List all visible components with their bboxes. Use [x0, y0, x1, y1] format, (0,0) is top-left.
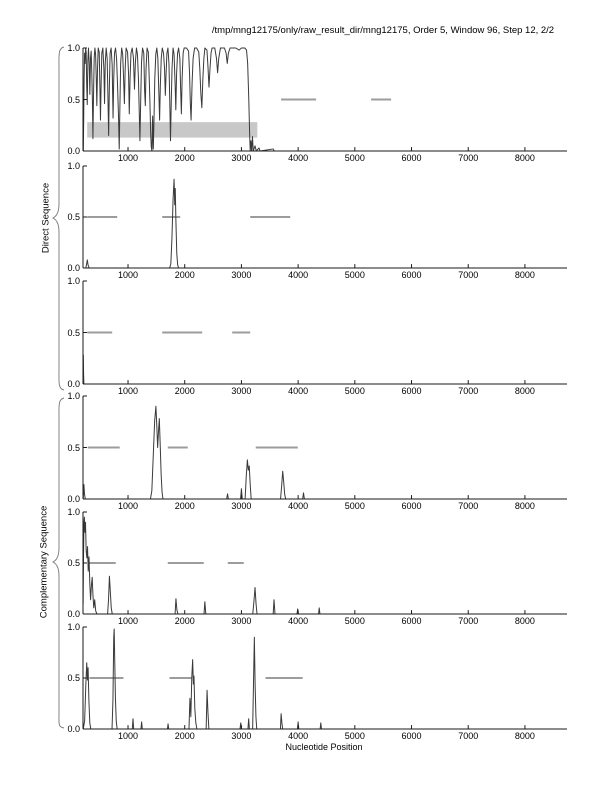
y-tick-label: 0.0	[67, 494, 80, 504]
y-tick-label: 1.0	[67, 161, 80, 171]
group-label-complementary-sequence: Complementary Sequence	[38, 505, 50, 619]
x-tick-label: 7000	[458, 616, 479, 626]
x-tick-label: 1000	[118, 153, 139, 163]
x-tick-label: 5000	[344, 501, 365, 511]
subplot-4	[83, 396, 567, 499]
x-tick-label: 2000	[174, 386, 195, 396]
subplot-3	[83, 281, 567, 384]
x-tick-label: 1000	[118, 501, 139, 511]
x-tick-label: 8000	[514, 731, 535, 741]
probability-curve	[83, 629, 567, 729]
x-tick-label: 1000	[118, 616, 139, 626]
highlight-bar	[87, 122, 257, 137]
probability-curve	[83, 355, 567, 384]
group-label-direct-sequence: Direct Sequence	[40, 182, 52, 254]
x-tick-label: 4000	[288, 153, 309, 163]
x-tick-label: 7000	[458, 270, 479, 280]
y-tick-label: 0.5	[67, 212, 80, 222]
y-tick-label: 0.5	[67, 327, 80, 338]
x-tick-label: 5000	[344, 731, 365, 741]
x-tick-label: 6000	[401, 386, 422, 396]
y-tick-label: 1.0	[67, 276, 80, 286]
x-tick-label: 7000	[458, 153, 479, 163]
x-tick-label: 4000	[288, 386, 309, 396]
x-tick-label: 8000	[514, 501, 535, 511]
x-tick-label: 2000	[174, 731, 195, 741]
x-tick-label: 5000	[344, 153, 365, 163]
x-tick-label: 3000	[231, 731, 252, 741]
x-tick-label: 4000	[288, 270, 309, 280]
x-tick-label: 2000	[174, 153, 195, 163]
x-tick-label: 6000	[401, 270, 422, 280]
x-tick-label: 4000	[288, 731, 309, 741]
x-axis-title: Nucleotide Position	[285, 742, 363, 752]
x-tick-label: 6000	[401, 501, 422, 511]
x-tick-label: 1000	[118, 386, 139, 396]
y-tick-label: 0.0	[67, 379, 80, 389]
y-tick-label: 0.5	[67, 673, 80, 683]
y-tick-label: 0.5	[67, 558, 80, 568]
y-tick-label: 0.0	[67, 724, 80, 734]
probability-curve	[83, 517, 567, 614]
x-tick-label: 3000	[231, 270, 252, 280]
x-tick-label: 1000	[118, 270, 139, 280]
x-tick-label: 6000	[401, 616, 422, 626]
x-tick-label: 8000	[514, 616, 535, 626]
x-tick-label: 7000	[458, 501, 479, 511]
x-tick-label: 2000	[174, 501, 195, 511]
x-tick-label: 7000	[458, 731, 479, 741]
x-tick-label: 2000	[174, 270, 195, 280]
x-tick-label: 4000	[288, 616, 309, 626]
probability-curve	[83, 179, 567, 268]
subplot-5	[83, 512, 567, 614]
y-tick-label: 1.0	[67, 622, 80, 632]
x-tick-label: 6000	[401, 731, 422, 741]
x-tick-label: 7000	[458, 386, 479, 396]
x-tick-label: 5000	[344, 270, 365, 280]
y-tick-label: 0.5	[67, 94, 80, 105]
x-tick-label: 5000	[344, 616, 365, 626]
x-tick-label: 3000	[231, 386, 252, 396]
y-tick-label: 0.0	[67, 146, 80, 156]
x-tick-label: 1000	[118, 731, 139, 741]
y-tick-label: 0.0	[67, 263, 80, 273]
x-tick-label: 5000	[344, 386, 365, 396]
x-tick-label: 8000	[514, 270, 535, 280]
subplot-6	[83, 627, 567, 729]
subplot-1	[83, 48, 567, 151]
x-tick-label: 3000	[231, 501, 252, 511]
x-tick-label: 6000	[401, 153, 422, 163]
x-tick-label: 3000	[231, 616, 252, 626]
subplot-2	[83, 166, 567, 268]
x-tick-label: 2000	[174, 616, 195, 626]
x-tick-label: 8000	[514, 153, 535, 163]
x-tick-label: 4000	[288, 501, 309, 511]
y-tick-label: 0.0	[67, 609, 80, 619]
probability-curve	[83, 406, 567, 499]
y-tick-label: 0.5	[67, 442, 80, 453]
page-title: /tmp/mng12175/only/raw_result_dir/mng12175, Order 5, Window 96, Step 12, 2/2	[211, 25, 555, 36]
x-tick-label: 8000	[514, 386, 535, 396]
y-tick-label: 1.0	[67, 43, 80, 53]
x-tick-label: 3000	[231, 153, 252, 163]
y-tick-label: 1.0	[67, 507, 80, 517]
y-tick-label: 1.0	[67, 391, 80, 401]
